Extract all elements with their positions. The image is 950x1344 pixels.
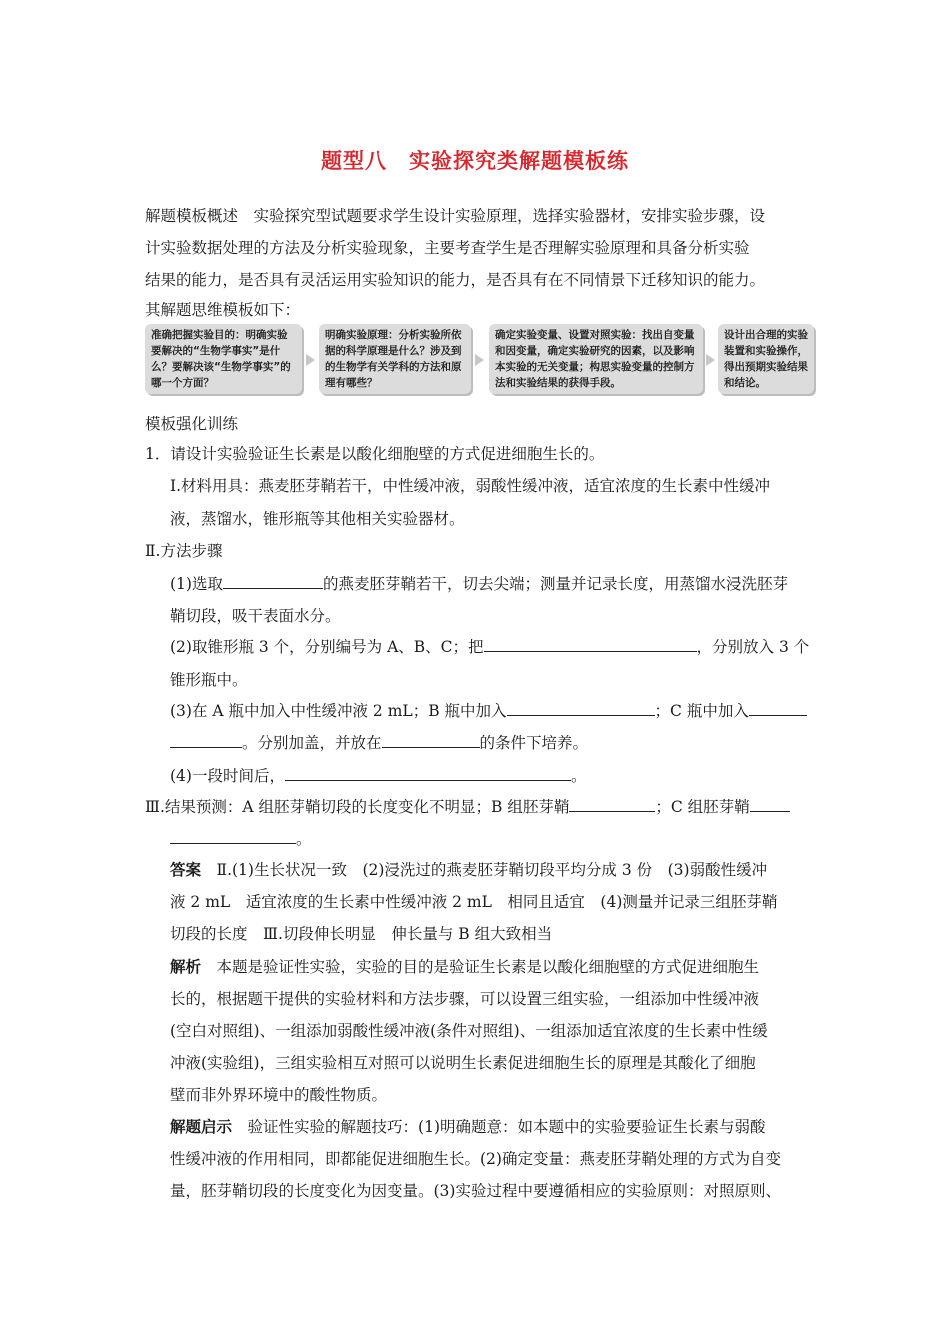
analysis-line-5: 壁而非外界环境中的酸性物质。 — [170, 1086, 388, 1104]
result-line-2 — [170, 829, 312, 849]
step-4-text-b: 。 — [570, 767, 587, 785]
flow-step-4: 设计出合理的实验装置和实验操作，得出预期实验结果和结论。 — [718, 324, 814, 394]
step-3-text-d: 的条件下培养。 — [479, 734, 589, 752]
hint-text-1: 验证性实验的解题技巧：(1)明确题意：如本题中的实验要验证生长素与弱酸 — [247, 1118, 766, 1136]
overview-line-2: 计实验数据处理的方法及分析实验现象，主要考查学生是否理解实验原理和具备分析实验 — [145, 239, 750, 257]
step-4-text-a: (4)一段时间后， — [170, 767, 285, 785]
answer-line-3: 切段的长度 Ⅲ.切段伸长明显 伸长量与 B 组大致相当 — [170, 925, 553, 943]
training-heading: 模板强化训练 — [145, 415, 239, 433]
result-text-b: ；C 组胚芽鞘 — [655, 798, 750, 816]
answer-text-1: Ⅱ.(1)生长状况一致 (2)浸洗过的燕麦胚芽鞘切段平均分成 3 份 (3)弱酸性缓冲 — [216, 861, 768, 879]
step-1-text-b: 的燕麦胚芽鞘若干，切去尖端；测量并记录长度，用蒸馏水浸洗胚芽 — [322, 575, 788, 593]
thinking-template-flow — [145, 324, 815, 396]
step-3-text-b: ；C 瓶中加入 — [654, 702, 749, 720]
analysis-line-2: 长的，根据题干提供的实验材料和方法步骤，可以设置三组实验，一组添加中性缓冲液 — [170, 990, 760, 1008]
analysis-line-1 — [170, 957, 759, 977]
step-3-text-c: 。分别加盖，并放在 — [242, 734, 382, 752]
analysis-label: 解析 — [170, 958, 202, 976]
analysis-text-1: 本题是验证性实验，实验的目的是验证生长素是以酸化细胞壁的方式促进细胞生 — [216, 958, 760, 976]
blank-8a — [750, 797, 790, 812]
blank-1 — [223, 574, 323, 589]
flow-step-2: 明确实验原理：分析实验所依据的科学原理是什么？涉及到的生物学有关学科的方法和原理有哪些？ — [319, 324, 471, 394]
hint-label: 解题启示 — [170, 1118, 233, 1136]
blank-4b — [170, 733, 242, 748]
hint-line-2: 性缓冲液的作用相同，即都能促进细胞生长。(2)确定变量：燕麦胚芽鞘处理的方式为自变 — [170, 1150, 781, 1168]
arrow-right-icon — [306, 354, 315, 366]
arrow-right-icon — [706, 354, 715, 366]
step-1-text-a: (1)选取 — [170, 575, 223, 593]
page-title: 题型八 实验探究类解题模板练 — [321, 149, 629, 173]
step-3-line-2 — [170, 733, 588, 753]
result-line-1 — [145, 797, 790, 817]
flow-step-3: 确定实验变量、设置对照实验：找出自变量和因变量，确定实验研究的因素，以及影响本实验的无关变量；构思实验变量的控制方法和实验结果的获得手段。 — [489, 324, 703, 394]
blank-8b — [170, 829, 296, 844]
arrow-right-icon — [475, 354, 484, 366]
hint-line-1 — [170, 1117, 766, 1137]
overview-line-1 — [145, 206, 765, 226]
analysis-line-4: 冲液(实验组)，三组实验相互对照可以说明生长素促进细胞生长的原理是其酸化了细胞 — [170, 1054, 756, 1072]
blank-3 — [507, 701, 655, 716]
answer-line-1 — [170, 860, 767, 880]
step-2-text-b: ，分别放入 3 个 — [696, 638, 810, 656]
method-heading: Ⅱ.方法步骤 — [145, 542, 223, 560]
step-1-line-2: 鞘切段，吸干表面水分。 — [170, 607, 341, 625]
materials-line-2: 液，蒸馏水，锥形瓶等其他相关实验器材。 — [170, 510, 465, 528]
step-2-line-1 — [170, 637, 809, 657]
overview-text-1: 实验探究型试题要求学生设计实验原理，选择实验器材，安排实验步骤，设 — [253, 207, 766, 225]
answer-label: 答案 — [170, 861, 202, 879]
analysis-line-3: (空白对照组)、一组添加弱酸性缓冲液(条件对照组)、一组添加适宜浓度的生长素中性缓 — [170, 1022, 768, 1040]
blank-4a — [749, 701, 807, 716]
hint-line-3: 量，胚芽鞘切段的长度变化为因变量。(3)实验过程中要遵循相应的实验原则：对照原则、 — [170, 1182, 781, 1200]
overview-label: 解题模板概述 — [145, 207, 239, 225]
overview-line-4: 其解题思维模板如下： — [145, 301, 301, 319]
blank-7 — [569, 797, 655, 812]
blank-6 — [285, 766, 571, 781]
materials-line-1: Ⅰ.材料用具：燕麦胚芽鞘若干，中性缓冲液，弱酸性缓冲液，适宜浓度的生长素中性缓冲 — [170, 477, 771, 495]
step-3-text-a: (3)在 A 瓶中加入中性缓冲液 2 mL；B 瓶中加入 — [170, 702, 507, 720]
overview-line-3: 结果的能力，是否具有灵活运用实验知识的能力，是否具有在不同情景下迁移知识的能力。 — [145, 271, 766, 289]
result-text-c: 。 — [296, 830, 312, 848]
answer-line-2: 液 2 mL 适宜浓度的生长素中性缓冲液 2 mL 相同且适宜 (4)测量并记录三组胚芽鞘 — [170, 893, 778, 911]
step-2-line-2: 锥形瓶中。 — [170, 671, 248, 689]
question-stem: 1．请设计实验验证生长素是以酸化细胞壁的方式促进细胞生长的。 — [145, 445, 605, 463]
flow-step-1: 准确把握实验目的：明确实验要解决的“生物学事实”是什么？要解决该“生物学事实”的哪一个方面？ — [145, 324, 302, 394]
step-2-text-a: (2)取锥形瓶 3 个，分别编号为 A、B、C；把 — [170, 638, 484, 656]
step-1-line-1 — [170, 574, 788, 594]
step-3-line-1 — [170, 701, 807, 721]
step-4-line — [170, 766, 586, 786]
blank-2 — [484, 637, 697, 652]
result-text-a: Ⅲ.结果预测：A 组胚芽鞘切段的长度变化不明显；B 组胚芽鞘 — [145, 798, 570, 816]
blank-5 — [382, 733, 480, 748]
